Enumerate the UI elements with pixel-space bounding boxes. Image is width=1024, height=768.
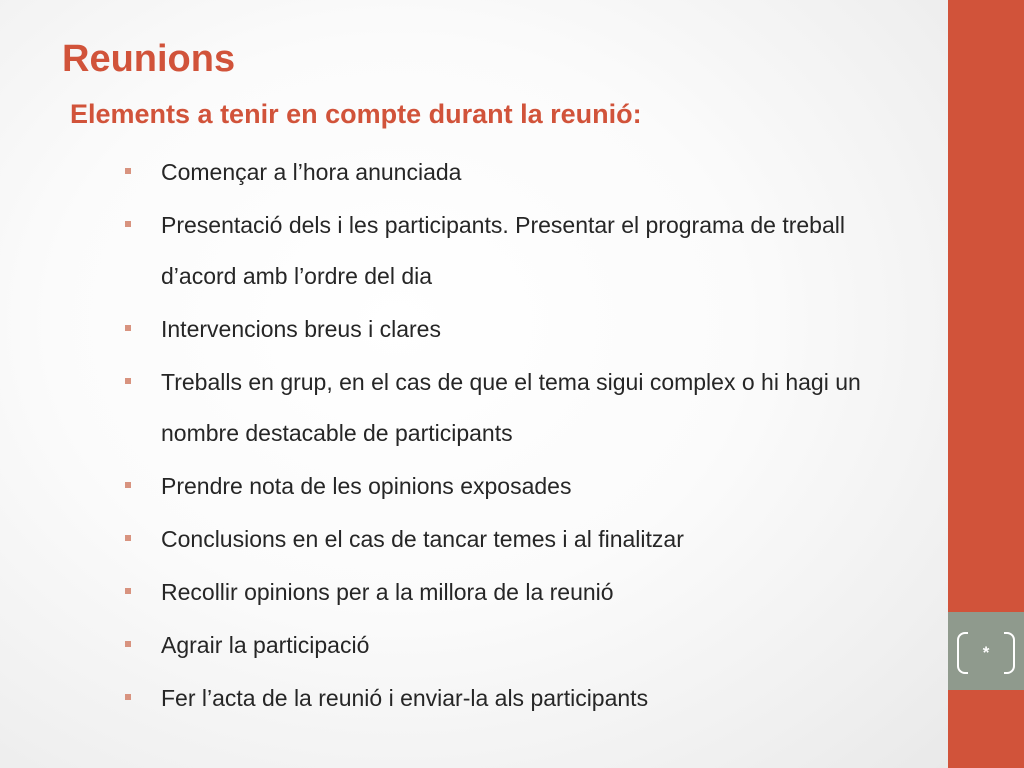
bullet-item	[124, 200, 894, 302]
bullet-item	[124, 357, 894, 459]
bullet-text: Presentació dels i les participants. Presentar el programa de treball d’acord amb l’ordre del dia	[161, 212, 845, 289]
square-bullet-icon	[125, 378, 131, 384]
bullet-text: Recollir opinions per a la millora de la reunió	[161, 579, 614, 605]
bullet-text: Començar a l’hora anunciada	[161, 159, 462, 185]
bullet-text: Agrair la participació	[161, 632, 370, 658]
square-bullet-icon	[125, 482, 131, 488]
square-bullet-icon	[125, 641, 131, 647]
bullet-text: Prendre nota de les opinions exposades	[161, 473, 572, 499]
square-bullet-icon	[125, 694, 131, 700]
square-bullet-icon	[125, 168, 131, 174]
bullet-text: Treballs en grup, en el cas de que el tema sigui complex o hi hagi un nombre destacable de participants	[161, 369, 861, 446]
square-bullet-icon	[125, 325, 131, 331]
bullet-text: Conclusions en el cas de tancar temes i al finalitzar	[161, 526, 684, 552]
bullet-item	[124, 514, 894, 565]
slide-subtitle: Elements a tenir en compte durant la reunió:	[70, 99, 642, 129]
bullet-item	[124, 673, 894, 724]
page-number: *	[982, 643, 990, 662]
bullet-list	[124, 147, 894, 726]
square-bullet-icon	[125, 588, 131, 594]
bullet-item	[124, 620, 894, 671]
right-bracket-icon	[1004, 632, 1015, 674]
square-bullet-icon	[125, 535, 131, 541]
bullet-item	[124, 304, 894, 355]
square-bullet-icon	[125, 221, 131, 227]
bullet-text: Fer l’acta de la reunió i enviar-la als participants	[161, 685, 649, 711]
slide-title: Reunions	[62, 38, 236, 80]
bullet-item	[124, 567, 894, 618]
bullet-item	[124, 461, 894, 512]
page-number-tab	[948, 612, 1024, 690]
bullet-text: Intervencions breus i clares	[161, 316, 441, 342]
bullet-item	[124, 147, 894, 198]
